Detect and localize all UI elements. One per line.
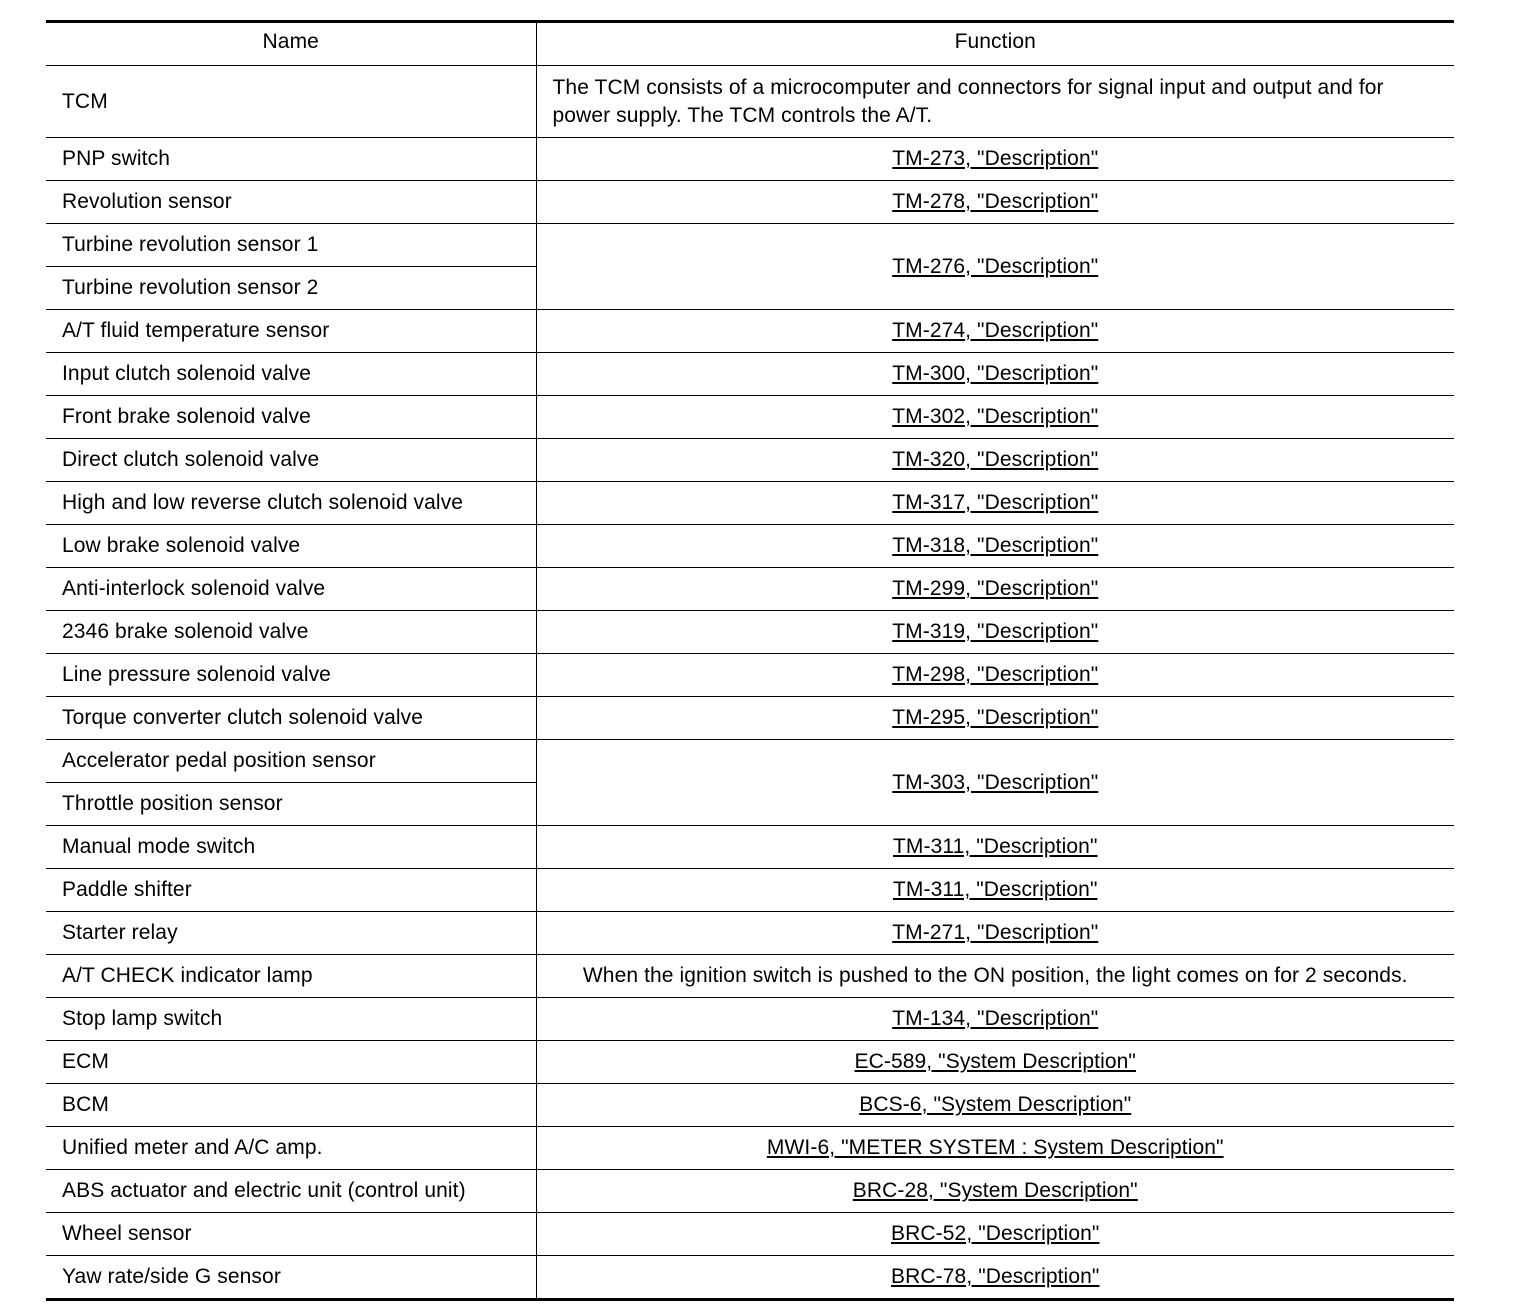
component-name: BCM <box>46 1084 536 1127</box>
table-row <box>46 654 1454 697</box>
reference-link[interactable]: TM-302, "Description" <box>892 405 1099 428</box>
name-column-header: Name <box>46 22 536 66</box>
table-row <box>46 439 1454 482</box>
table-row <box>46 740 1454 783</box>
component-name: Front brake solenoid valve <box>46 396 536 439</box>
reference-link[interactable]: TM-299, "Description" <box>892 577 1099 600</box>
reference-link[interactable]: BRC-78, "Description" <box>891 1265 1100 1288</box>
table-row <box>46 353 1454 396</box>
function-cell <box>536 568 1454 611</box>
function-cell <box>536 482 1454 525</box>
function-column-header: Function <box>536 22 1454 66</box>
reference-link[interactable]: TM-274, "Description" <box>892 319 1099 342</box>
function-description: When the ignition switch is pushed to the ON position, the light comes on for 2 seconds. <box>536 955 1454 998</box>
function-cell <box>536 353 1454 396</box>
component-name: Turbine revolution sensor 1 <box>46 224 536 267</box>
function-cell <box>536 697 1454 740</box>
reference-link[interactable]: TM-320, "Description" <box>892 448 1099 471</box>
component-name: Direct clutch solenoid valve <box>46 439 536 482</box>
reference-link[interactable]: BRC-28, "System Description" <box>852 1179 1138 1202</box>
component-name: Stop lamp switch <box>46 998 536 1041</box>
table-row <box>46 998 1454 1041</box>
function-cell <box>536 138 1454 181</box>
reference-link[interactable]: TM-311, "Description" <box>892 878 1098 901</box>
component-name: ECM <box>46 1041 536 1084</box>
table-row <box>46 1170 1454 1213</box>
reference-link[interactable]: TM-317, "Description" <box>892 491 1099 514</box>
component-name: Low brake solenoid valve <box>46 525 536 568</box>
reference-link[interactable]: TM-298, "Description" <box>892 663 1099 686</box>
function-cell <box>536 869 1454 912</box>
table-row <box>46 1256 1454 1300</box>
function-cell <box>536 1041 1454 1084</box>
reference-link[interactable]: EC-589, "System Description" <box>854 1050 1136 1073</box>
component-name: PNP switch <box>46 138 536 181</box>
function-cell <box>536 1084 1454 1127</box>
reference-link[interactable]: TM-311, "Description" <box>892 835 1098 858</box>
reference-link[interactable]: TM-318, "Description" <box>892 534 1099 557</box>
component-function-table <box>46 20 1454 1301</box>
reference-link[interactable]: TM-295, "Description" <box>892 706 1099 729</box>
component-name: Throttle position sensor <box>46 783 536 826</box>
function-cell <box>536 439 1454 482</box>
component-table-container <box>46 20 1454 1301</box>
reference-link[interactable]: BCS-6, "System Description" <box>859 1093 1132 1116</box>
component-name: Yaw rate/side G sensor <box>46 1256 536 1300</box>
table-row <box>46 482 1454 525</box>
table-row <box>46 1127 1454 1170</box>
table-row <box>46 697 1454 740</box>
component-name: Anti-interlock solenoid valve <box>46 568 536 611</box>
component-name: A/T fluid temperature sensor <box>46 310 536 353</box>
component-name: Paddle shifter <box>46 869 536 912</box>
component-name: A/T CHECK indicator lamp <box>46 955 536 998</box>
component-name: Line pressure solenoid valve <box>46 654 536 697</box>
header-row <box>46 22 1454 66</box>
reference-link[interactable]: TM-276, "Description" <box>892 254 1099 278</box>
component-name: Revolution sensor <box>46 181 536 224</box>
table-row <box>46 525 1454 568</box>
function-cell <box>536 826 1454 869</box>
component-name: Input clutch solenoid valve <box>46 353 536 396</box>
function-cell <box>536 998 1454 1041</box>
function-cell <box>536 525 1454 568</box>
reference-link[interactable]: TM-134, "Description" <box>892 1007 1099 1030</box>
component-name: TCM <box>46 66 536 138</box>
component-name: Wheel sensor <box>46 1213 536 1256</box>
component-name: Unified meter and A/C amp. <box>46 1127 536 1170</box>
function-cell <box>536 310 1454 353</box>
reference-link[interactable]: TM-273, "Description" <box>892 147 1099 170</box>
table-row <box>46 66 1454 138</box>
component-name: ABS actuator and electric unit (control unit) <box>46 1170 536 1213</box>
table-row <box>46 181 1454 224</box>
function-cell <box>536 1170 1454 1213</box>
function-cell <box>536 912 1454 955</box>
component-name: Accelerator pedal position sensor <box>46 740 536 783</box>
function-cell <box>536 740 1454 826</box>
table-row <box>46 611 1454 654</box>
table-row <box>46 869 1454 912</box>
table-row <box>46 955 1454 998</box>
component-name: Torque converter clutch solenoid valve <box>46 697 536 740</box>
component-name: High and low reverse clutch solenoid valve <box>46 482 536 525</box>
function-cell <box>536 1213 1454 1256</box>
table-row <box>46 1041 1454 1084</box>
reference-link[interactable]: TM-303, "Description" <box>892 770 1099 794</box>
function-cell <box>536 224 1454 310</box>
component-name: Starter relay <box>46 912 536 955</box>
reference-link[interactable]: BRC-52, "Description" <box>891 1222 1100 1245</box>
function-cell <box>536 1256 1454 1300</box>
reference-link[interactable]: TM-300, "Description" <box>892 362 1099 385</box>
table-row <box>46 396 1454 439</box>
table-row <box>46 1213 1454 1256</box>
function-cell <box>536 181 1454 224</box>
function-cell <box>536 611 1454 654</box>
function-cell <box>536 396 1454 439</box>
function-cell <box>536 654 1454 697</box>
component-name: Manual mode switch <box>46 826 536 869</box>
table-row <box>46 1084 1454 1127</box>
function-description: The TCM consists of a microcomputer and connectors for signal input and output and for power supply. The TCM controls the A/T. <box>536 66 1454 138</box>
table-row <box>46 826 1454 869</box>
component-name: 2346 brake solenoid valve <box>46 611 536 654</box>
table-row <box>46 568 1454 611</box>
table-row <box>46 912 1454 955</box>
reference-link[interactable]: TM-319, "Description" <box>892 620 1099 643</box>
component-name: Turbine revolution sensor 2 <box>46 267 536 310</box>
table-row <box>46 310 1454 353</box>
reference-link[interactable]: MWI-6, "METER SYSTEM : System Description" <box>766 1136 1224 1159</box>
table-row <box>46 224 1454 267</box>
reference-link[interactable]: TM-278, "Description" <box>892 190 1099 213</box>
function-cell <box>536 1127 1454 1170</box>
reference-link[interactable]: TM-271, "Description" <box>892 921 1099 944</box>
table-row <box>46 138 1454 181</box>
